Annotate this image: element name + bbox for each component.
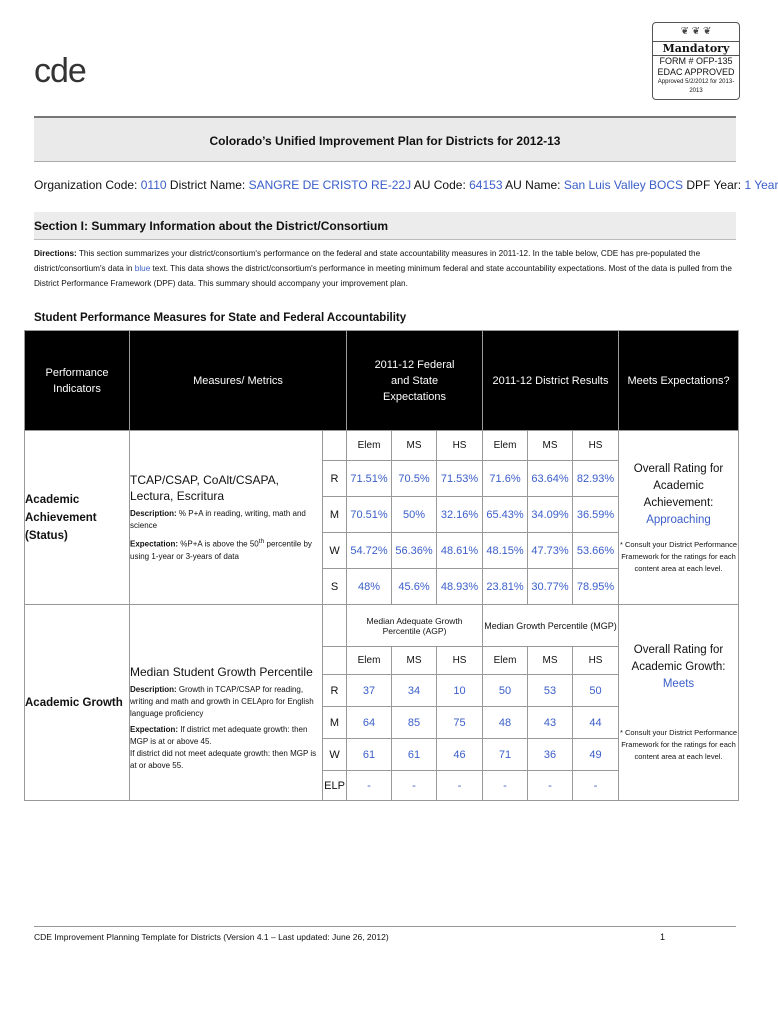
data-cell: 78.95% <box>573 569 619 605</box>
row-label: M <box>323 497 347 533</box>
achievement-expectation <box>130 536 322 563</box>
achievement-exp-pre: %P+A is above the 50 <box>178 539 259 549</box>
achievement-col-header: HS <box>437 431 483 461</box>
org-code-label: Organization Code: <box>34 178 138 192</box>
directions-blue-word: blue <box>134 264 151 273</box>
page-number: 1 <box>660 932 666 942</box>
performance-table <box>24 330 739 801</box>
agp-header: Median Adequate Growth Percentile (AGP) <box>347 605 483 647</box>
growth-col-header: MS <box>528 647 573 675</box>
data-cell: - <box>528 771 573 801</box>
data-cell: 32.16% <box>437 497 483 533</box>
growth-meets <box>619 605 739 801</box>
data-cell: 48.93% <box>437 569 483 605</box>
mgp-header: Median Growth Percentile (MGP) <box>483 605 619 647</box>
data-cell: 50 <box>483 675 528 707</box>
data-cell: 64 <box>347 707 392 739</box>
data-cell: 48 <box>483 707 528 739</box>
growth-col-header: MS <box>392 647 437 675</box>
growth-note: * Consult your District Performance Framework for the ratings for each content area at each level. <box>619 728 738 761</box>
stamp-edac: EDAC APPROVED <box>657 67 735 77</box>
footer-divider <box>34 926 736 927</box>
indicator-achievement: Academic Achievement (Status) <box>25 431 130 605</box>
data-cell: 48% <box>347 569 392 605</box>
growth-expectation-2: If district did not meet adequate growth: then MGP is at or above 55. <box>130 748 317 770</box>
footer-text: CDE Improvement Planning Template for Districts (Version 4.1 – Last updated: June 26, 2012) <box>34 932 389 942</box>
growth-exp-text: If district met adequate growth: then MGP is at or above 45. <box>130 724 308 746</box>
growth-col-header: HS <box>573 647 619 675</box>
dpf-label: DPF Year: <box>686 178 742 192</box>
data-cell: 45.6% <box>392 569 437 605</box>
data-cell: 70.5% <box>392 461 437 497</box>
header-results: 2011-12 District Results <box>483 331 619 431</box>
growth-rating: Meets <box>662 678 695 690</box>
directions-part1: This section summarizes your district/consortium's performance on the federal and state accountability measures in 2011-12. In the table below, CDE has pre-populated the district/consortium's data in <box>34 249 701 273</box>
achievement-exp-sup: th <box>258 538 265 546</box>
au-code-label: AU Code: <box>413 178 466 192</box>
stamp-mandatory: Mandatory <box>653 41 739 56</box>
data-cell: - <box>392 771 437 801</box>
growth-expectation <box>130 724 322 748</box>
data-cell: 48.15% <box>483 533 528 569</box>
district-name: SANGRE DE CRISTO RE-22J <box>248 178 412 192</box>
data-cell: 50% <box>392 497 437 533</box>
stamp-ornament: ❦ ❦ ❦ <box>680 26 712 37</box>
au-code: 64153 <box>469 178 503 192</box>
data-cell: 56.36% <box>392 533 437 569</box>
row-label: R <box>323 461 347 497</box>
achievement-rating: Approaching <box>646 513 711 526</box>
row-label: W <box>323 739 347 771</box>
dpf-year: 1 Year <box>744 178 778 192</box>
achievement-exp-label: Expectation: <box>130 539 179 549</box>
growth-measures <box>130 605 323 801</box>
data-cell: 49 <box>573 739 619 771</box>
data-cell: 65.43% <box>483 497 528 533</box>
growth-measure-title: Median Student Growth Percentile <box>130 664 313 679</box>
header-expectations: 2011-12 Federal and State Expectations <box>347 331 483 431</box>
achievement-note: * Consult your District Performance Framework for the ratings for each content area at each level. <box>619 539 738 573</box>
data-cell: 71 <box>483 739 528 771</box>
data-cell: 85 <box>392 707 437 739</box>
section-title: Section I: Summary Information about the District/Consortium <box>34 212 736 240</box>
data-cell: 54.72% <box>347 533 392 569</box>
achievement-measures <box>130 431 323 605</box>
growth-col-header: Elem <box>483 647 528 675</box>
data-cell: 53.66% <box>573 533 619 569</box>
data-cell: 34.09% <box>528 497 573 533</box>
data-cell: - <box>347 771 392 801</box>
mandatory-stamp <box>652 22 740 100</box>
achievement-col-header: Elem <box>347 431 392 461</box>
row-label: W <box>323 533 347 569</box>
growth-rating-line <box>619 642 738 693</box>
data-cell: 43 <box>528 707 573 739</box>
data-cell: 63.64% <box>528 461 573 497</box>
growth-blank-cell <box>323 605 347 647</box>
indicator-growth: Academic Growth <box>25 605 130 801</box>
data-cell: 37 <box>347 675 392 707</box>
data-cell: 36.59% <box>573 497 619 533</box>
achievement-col-header: HS <box>573 431 619 461</box>
growth-subheader-row <box>25 605 739 647</box>
data-cell: 61 <box>392 739 437 771</box>
growth-desc-label: Description: <box>130 684 177 694</box>
achievement-blank-cell <box>323 431 347 461</box>
directions-label: Directions: <box>34 249 77 258</box>
data-cell: 71.53% <box>437 461 483 497</box>
achievement-level-row <box>25 431 739 461</box>
data-cell: 34 <box>392 675 437 707</box>
stamp-approved: Approved 5/2/2012 for 2013-2013 <box>657 79 735 94</box>
growth-exp-label: Expectation: <box>130 724 179 734</box>
org-code: 0110 <box>140 178 167 192</box>
cde-logo: cde <box>34 52 86 90</box>
data-cell: - <box>573 771 619 801</box>
achievement-measure-title: TCAP/CSAP, CoAlt/CSAPA, Lectura, Escritura <box>130 473 279 504</box>
achievement-desc-label: Description: <box>130 509 177 519</box>
data-cell: 46 <box>437 739 483 771</box>
row-label: M <box>323 707 347 739</box>
data-cell: - <box>437 771 483 801</box>
header-measures: Measures/ Metrics <box>130 331 347 431</box>
stamp-form: FORM # OFP-135 <box>659 56 733 66</box>
growth-rating-label: Overall Rating for Academic Growth: <box>631 644 726 673</box>
achievement-meets <box>619 431 739 605</box>
data-cell: 44 <box>573 707 619 739</box>
page-title: Colorado’s Unified Improvement Plan for Districts for 2012-13 <box>34 116 736 162</box>
header-indicators: Performance Indicators <box>25 331 130 431</box>
achievement-rating-label: Overall Rating for Academic Achievement: <box>633 462 724 509</box>
data-cell: 70.51% <box>347 497 392 533</box>
growth-col-header: HS <box>437 647 483 675</box>
row-label: R <box>323 675 347 707</box>
directions-part2: text. This data shows the district/consortium's performance in meeting minimum federal and state accountability expectations. Most of the data is pulled from the District Performance Framework (DPF) data. This summary should accompany your improvement plan. <box>34 264 732 288</box>
growth-description <box>130 684 322 720</box>
achievement-description <box>130 508 322 532</box>
table-title: Student Performance Measures for State and Federal Accountability <box>34 312 407 324</box>
data-cell: - <box>483 771 528 801</box>
data-cell: 48.61% <box>437 533 483 569</box>
growth-col-header: Elem <box>347 647 392 675</box>
data-cell: 75 <box>437 707 483 739</box>
directions-text <box>34 246 744 291</box>
au-name-label: AU Name: <box>505 178 561 192</box>
row-label: ELP <box>323 771 347 801</box>
organization-info <box>34 178 778 192</box>
growth-desc-text: Growth in TCAP/CSAP for reading, writing and math and growth in CELApro for English language proficiency <box>130 684 314 718</box>
achievement-col-header: MS <box>392 431 437 461</box>
data-cell: 71.51% <box>347 461 392 497</box>
growth-blank-cell <box>323 647 347 675</box>
data-cell: 71.6% <box>483 461 528 497</box>
data-cell: 10 <box>437 675 483 707</box>
data-cell: 50 <box>573 675 619 707</box>
achievement-exp-post: percentile by using 1-year or 3-years of data <box>130 539 312 561</box>
district-label: District Name: <box>169 178 246 192</box>
data-cell: 30.77% <box>528 569 573 605</box>
data-cell: 82.93% <box>573 461 619 497</box>
table-header-row <box>25 331 739 431</box>
au-name: San Luis Valley BOCS <box>563 178 684 192</box>
row-label: S <box>323 569 347 605</box>
data-cell: 61 <box>347 739 392 771</box>
achievement-col-header: MS <box>528 431 573 461</box>
header-meets: Meets Expectations? <box>619 331 739 431</box>
data-cell: 47.73% <box>528 533 573 569</box>
achievement-desc-text: % P+A in reading, writing, math and science <box>130 509 306 531</box>
achievement-col-header: Elem <box>483 431 528 461</box>
data-cell: 53 <box>528 675 573 707</box>
data-cell: 36 <box>528 739 573 771</box>
data-cell: 23.81% <box>483 569 528 605</box>
